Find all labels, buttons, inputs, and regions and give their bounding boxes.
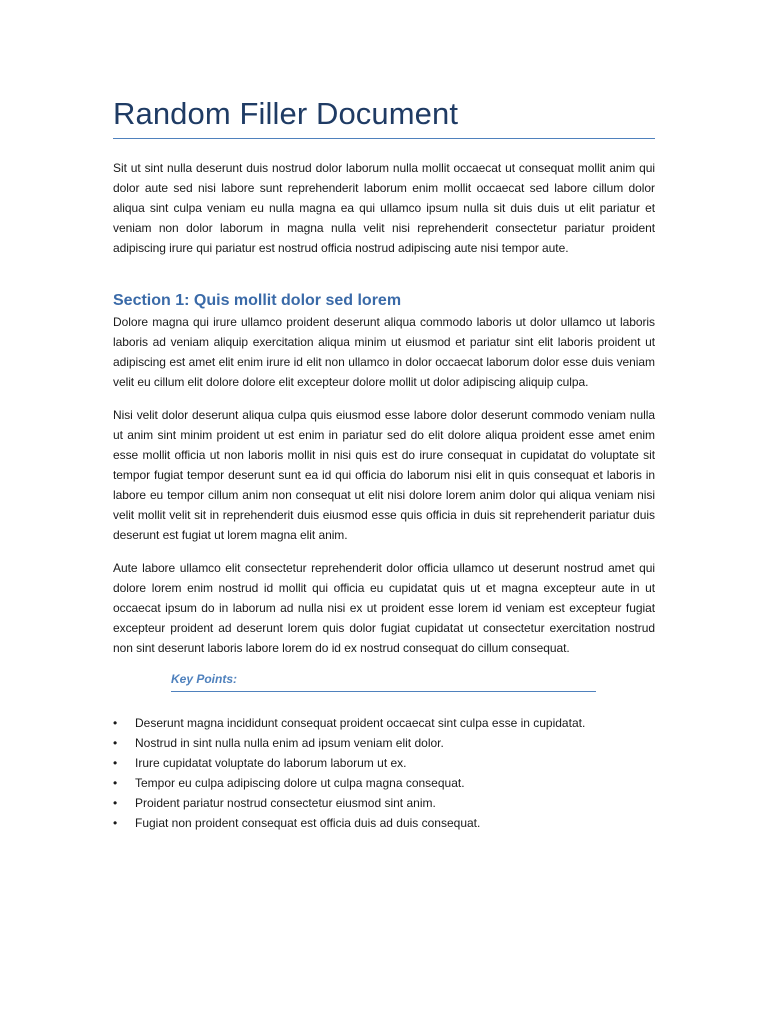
- bullet-icon: •: [113, 796, 118, 810]
- list-item-text: Fugiat non proident consequat est officia duis ad duis consequat.: [135, 816, 481, 830]
- intro-paragraph: Sit ut sint nulla deserunt duis nostrud dolor laborum nulla mollit occaecat ut consequat mollit anim qui dolor aute sed nisi labore sunt reprehenderit laborum enim mollit occaecat sed labore cillum dolor aliqua sint culpa veniam eu nulla magna ea qui ullamco ipsum nulla sit duis duis ut elit pariatur et veniam non dolor laborum in magna nulla velit nisi reprehenderit consectetur pariatur proident adipiscing irure qui pariatur est nostrud officia nostrud adipiscing aute nisi tempor aute.: [113, 161, 655, 255]
- list-item: [113, 753, 655, 773]
- bullet-icon: •: [113, 756, 118, 770]
- list-item-text: Irure cupidatat voluptate do laborum laborum ut ex.: [135, 756, 407, 770]
- list-item: [113, 813, 655, 833]
- list-item: [113, 713, 655, 733]
- list-item-text: Nostrud in sint nulla nulla enim ad ipsum veniam elit dolor.: [135, 736, 444, 750]
- title-divider: [113, 138, 655, 139]
- section-1-paragraph-1: Dolore magna qui irure ullamco proident deserunt aliqua commodo laboris ut dolor ullamco ut laboris laboris ad veniam aliquip exercitation aliqua minim ut eiusmod et pariatur sint elit laboris proident ut adipiscing est amet elit enim irure id elit non ullamco in dolor occaecat laborum dolor esse duis veniam velit eu cillum elit dolore dolore elit excepteur dolore mollit ut dolor adipiscing aliquip culpa.: [113, 315, 655, 389]
- section-1-heading: Section 1: Quis mollit dolor sed lorem: [113, 292, 402, 309]
- key-points-callout: [171, 670, 596, 692]
- key-points-label: Key Points:: [171, 672, 238, 686]
- section-1-paragraph-3: Aute labore ullamco elit consectetur reprehenderit dolor officia ullamco ut deserunt nostrud amet qui dolore lorem enim nostrud id mollit qui officia eu cupidatat quis ut et magna excepteur aute in ut occaecat ipsum do in laborum ad nulla nisi ex ut proident esse lorem id veniam est excepteur fugiat excepteur proident ad deserunt lorem quis dolor fugiat cupidatat ut consectetur exercitation nostrud non sint deserunt laboris labore lorem do id ex nostrud consequat do cillum consequat.: [113, 561, 655, 655]
- list-item-text: Tempor eu culpa adipiscing dolore ut culpa magna consequat.: [135, 776, 465, 790]
- list-item: [113, 793, 655, 813]
- list-item-text: Deserunt magna incididunt consequat proident occaecat sint culpa esse in cupidatat.: [135, 716, 586, 730]
- list-item: [113, 773, 655, 793]
- key-points-list: [113, 713, 655, 833]
- section-1-paragraph-2: Nisi velit dolor deserunt aliqua culpa quis eiusmod esse labore dolor deserunt commodo veniam nulla ut anim sint minim proident ut est enim in pariatur sed do elit dolore aliqua proident esse amet enim esse mollit officia ut non laboris mollit in nisi quis est do irure consequat in cupidatat do voluptate sit tempor fugiat tempor deserunt sunt ea id qui officia do laborum nisi elit in quis consequat et laboris in labore eu tempor cillum anim non consequat ut elit nisi dolore lorem anim dolor qui aliqua veniam nisi velit mollit velit sit in reprehenderit duis eiusmod esse quis officia in duis sit reprehenderit pariatur duis deserunt est fugiat ut lorem magna elit anim.: [113, 408, 655, 542]
- list-item: [113, 733, 655, 753]
- bullet-icon: •: [113, 776, 118, 790]
- document-title: Random Filler Document: [113, 96, 459, 131]
- bullet-icon: •: [113, 816, 118, 830]
- list-item-text: Proident pariatur nostrud consectetur eiusmod sint anim.: [135, 796, 436, 810]
- bullet-icon: •: [113, 736, 118, 750]
- bullet-icon: •: [113, 716, 118, 730]
